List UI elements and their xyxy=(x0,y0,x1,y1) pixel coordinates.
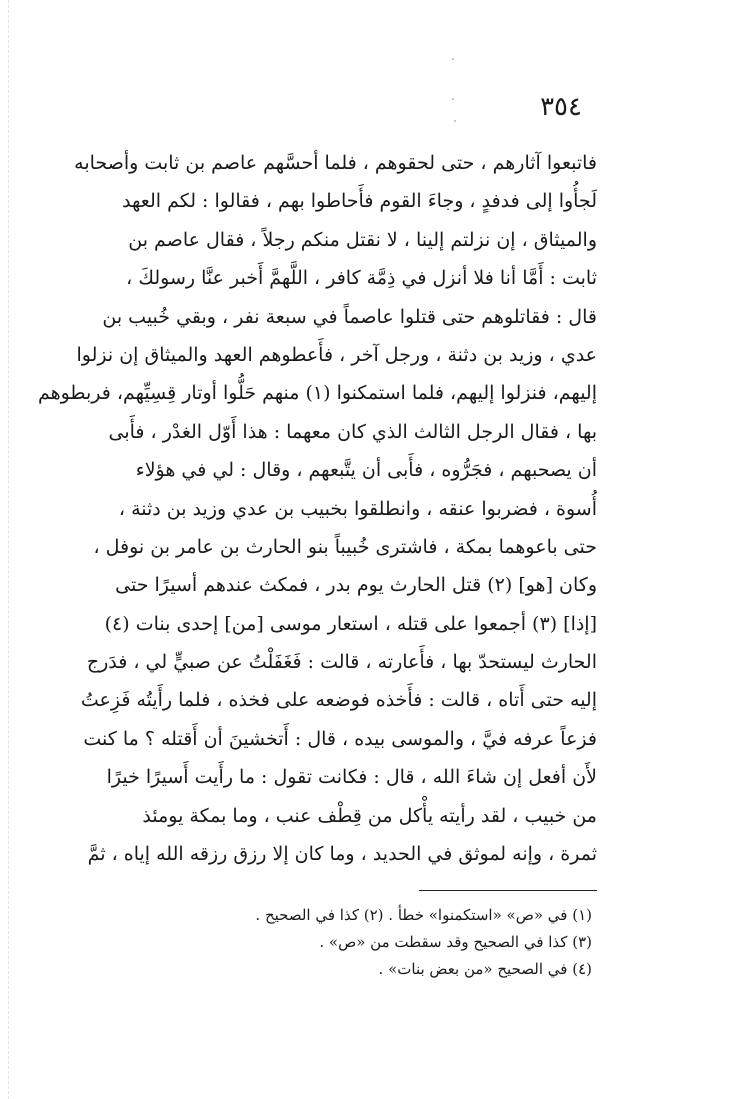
text-line-16: فزعاً عرفه فيَّ ، والموسى بيده ، قال : أَتخشينَ أن أَقتله ؟ ما كنت xyxy=(83,727,597,750)
text-line-6: عدي ، وزيد بن دثنة ، ورجل آخر ، فأَعطوهم العهد والميثاق إن نزلوا xyxy=(76,343,597,366)
text-line-7: إليهم، فنزلوا إليهم، فلما استمكنوا (١) منهم حَلُّوا أوتار قِسِيِّهم، فربطوهم xyxy=(37,382,597,405)
page-number: ٣٥٤ xyxy=(540,92,582,122)
text-line-5: قال : فقاتلوهم حتى قتلوا عاصماً في سبعة نفر ، وبقي خُبيب بن xyxy=(102,305,597,328)
footnotes xyxy=(172,902,592,983)
text-line-9: أن يصحبهم ، فجَرُّوه ، فأَبى أن يتَّبعهم ، وقال : لي في هؤلاء xyxy=(135,459,597,482)
text-line-19: ثمرة ، وإنه لموثق في الحديد ، وما كان إلا رزق رزقه الله إياه ، ثمَّ xyxy=(87,843,597,866)
text-line-3: والميثاق ، إن نزلتم إلينا ، لا نقتل منكم رجلاً ، فقال عاصم بن xyxy=(128,228,597,251)
scan-speck xyxy=(452,98,454,100)
body-text xyxy=(37,144,597,873)
text-line-2: لَجأُوا إلى فدفدٍ ، وجاءَ القوم فأَحاطوا بهم ، فقالوا : لكم العهد xyxy=(122,190,597,213)
text-line-4: ثابت : أَمَّا أنا فلا أنزل في ذِمَّة كافر ، اللَّهمَّ أَخبر عنَّا رسولكَ ، xyxy=(126,267,597,290)
footnote-3: (٣) كذا في الصحيح وقد سقطت من «ص» . xyxy=(319,933,592,951)
footnote-separator xyxy=(419,890,597,891)
text-line-1: فاتبعوا آثارهم ، حتى لحقوهم ، فلما أحسَّهم عاصم بن ثابت وأصحابه xyxy=(74,152,597,174)
text-line-14: الحارث ليستحدّ بها ، فأَعارته ، قالت : فَغَفَلْتُ عن صبيٍّ لي ، فدَرج xyxy=(86,651,597,674)
scan-speck xyxy=(452,58,454,60)
text-line-12: وكان [هو] (٢) قتل الحارث يوم بدر ، فمكث عندهم أسيرًا حتى xyxy=(115,574,597,597)
footnote-1-2: (١) في «ص» «استكمنوا» خطأ . (٢) كذا في الصحيح . xyxy=(255,906,592,924)
footnote-4: (٤) في الصحيح «من بعض بنات» . xyxy=(378,960,592,978)
text-line-18: من خبيب ، لقد رأيته يأْكل من قِطْف عنب ، وما بمكة يومئذ xyxy=(142,804,597,827)
scan-margin-line xyxy=(8,0,9,1099)
text-line-15: إليه حتى أَتاه ، قالت : فأَخذه فوضعه على فخذه ، فلما رأَيتُه فَزِعتُ xyxy=(80,689,597,712)
scan-speck xyxy=(454,120,456,122)
text-line-11: حتى باعوهما بمكة ، فاشترى خُبيباً بنو الحارث بن عامر بن نوفل ، xyxy=(93,535,597,558)
text-line-17: لأَن أفعل إن شاءَ الله ، قال : فكانت تقول : ما رأَيت أَسيرًا خيرًا xyxy=(106,766,597,789)
text-line-10: أُسوة ، فضربوا عنقه ، وانطلقوا بخبيب بن عدي وزيد بن دثنة ، xyxy=(118,497,597,520)
text-line-8: بها ، فقال الرجل الثالث الذي كان معهما : هذا أَوّل الغدْر ، فأَبى xyxy=(108,420,597,443)
text-line-13: [إذا] (٣) أجمعوا على قتله ، استعار موسى [من] إحدى بنات (٤) xyxy=(104,612,597,635)
